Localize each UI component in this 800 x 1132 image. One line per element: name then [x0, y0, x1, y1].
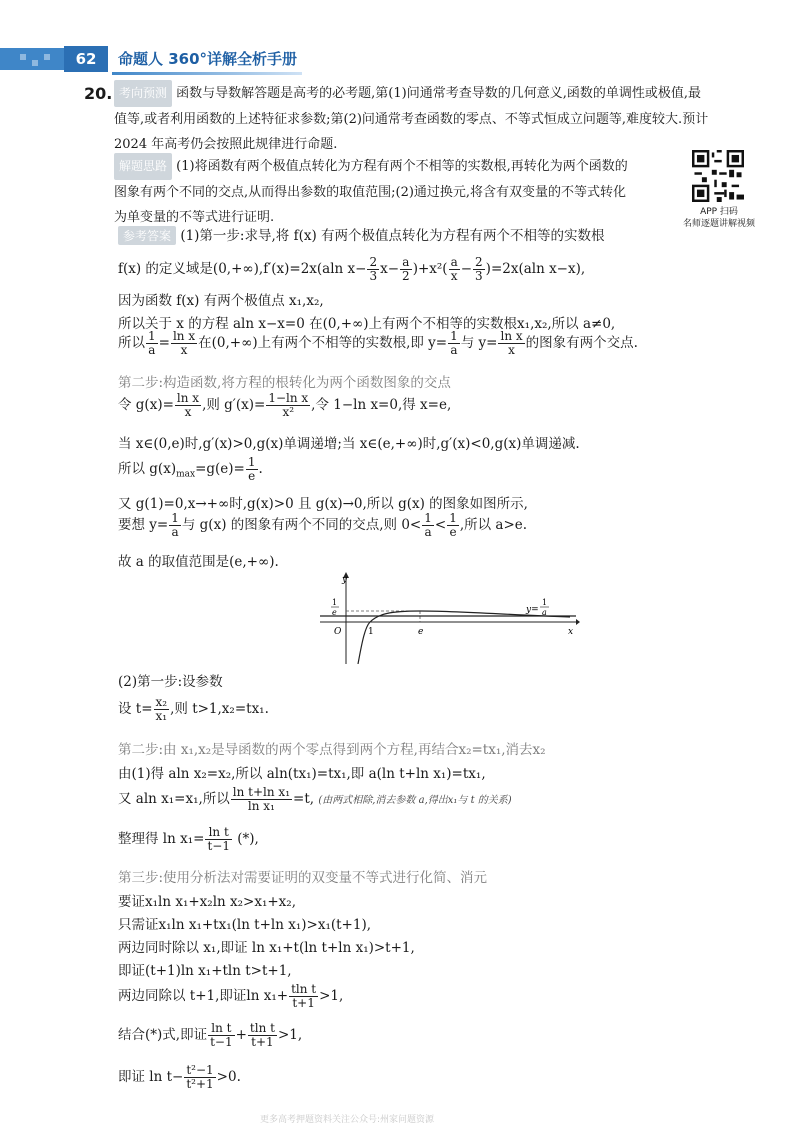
text: ,则 t>1,x₂=tx₁. [170, 701, 269, 717]
book-title: 命题人 360°详解全析手册 [118, 50, 298, 68]
x-axis-arrow [576, 619, 580, 625]
denominator: t−1 [207, 839, 230, 853]
function-graph [320, 572, 580, 664]
p2-step3: 第三步:使用分析法对需要证明的双变量不等式进行化简、消元 [118, 870, 488, 886]
p2-line14 [118, 1064, 241, 1091]
denominator: x [508, 343, 515, 357]
denominator: x₁ [155, 709, 168, 723]
numerator: 1 [171, 511, 179, 525]
answer-step1 [118, 224, 605, 245]
fraction [289, 983, 318, 1010]
page-number: 62 [64, 46, 108, 72]
handwritten-note: (由两式相除,消去参数 a,得出x₁与 t 的关系) [318, 795, 512, 806]
header-decoration [44, 54, 50, 60]
idea-line-1: (1)将函数有两个极值点转化为方程有两个不相等的实数根,再转化为两个函数的 [176, 159, 628, 174]
denominator: 3 [475, 269, 483, 283]
text: )+x²( [412, 261, 448, 277]
p2-step2: 第二步:由 x₁,x₂是导函数的两个零点得到两个方程,再结合x₂=tx₁,消去x₂ [118, 742, 546, 758]
numerator: tln t [249, 1021, 275, 1035]
subscript: max [176, 469, 196, 480]
text: . [258, 461, 263, 477]
denominator: a [171, 525, 179, 539]
tag-idea: 解题思路 [114, 153, 172, 180]
p2-line9: 只需证x₁ln x₁+tx₁(ln t+ln x₁)>x₁(t+1), [118, 917, 372, 933]
text: − [460, 261, 473, 277]
fraction [246, 456, 258, 483]
derivative-line [118, 256, 585, 283]
tag-forecast: 考向预测 [114, 80, 172, 107]
text: 在(0,+∞)上有两个不相等的实数根,即 y= [198, 335, 448, 351]
x-axis-label: x [568, 627, 574, 637]
idea-block [114, 153, 628, 230]
text: =t, [293, 791, 315, 807]
denominator: a [148, 343, 156, 357]
p1-line5 [118, 330, 638, 357]
text: )=2x(aln x−x), [485, 261, 586, 277]
p2-line13 [118, 1022, 302, 1049]
y-tick-numerator: 1 [332, 598, 338, 607]
tick-e: e [418, 627, 424, 637]
denominator: 2 [402, 269, 410, 283]
fraction [184, 1064, 215, 1091]
idea-line-2: 图象有两个不同的交点,从而得出参数的取值范围;(2)通过换元,将含有双变量的不等式转化 [114, 185, 627, 200]
text: < [434, 517, 447, 533]
forecast-line-3: 2024 年高考仍会按照此规律进行命题. [114, 137, 338, 152]
numerator: 2 [369, 255, 378, 269]
qr-caption [676, 206, 762, 230]
numerator: ln t+ln x₁ [232, 785, 291, 799]
text: = [158, 335, 170, 351]
fraction [422, 512, 434, 539]
text: 所以 [118, 335, 145, 351]
fraction [400, 256, 412, 283]
fraction [169, 512, 181, 539]
text: + [235, 1027, 247, 1043]
fraction [367, 256, 379, 283]
numerator: 1 [424, 511, 432, 525]
numerator: ln x [176, 391, 200, 405]
denominator: e [449, 525, 457, 539]
numerator: 1 [450, 329, 458, 343]
tick-1: 1 [368, 627, 374, 637]
p2-line8: 要证x₁ln x₁+x₂ln x₂>x₁+x₂, [118, 894, 296, 910]
numerator: a [450, 255, 458, 269]
text: 结合(*)式,即证 [118, 1027, 208, 1043]
forecast-line-2: 值等,或者利用函数的上述特征求参数;第(2)问通常考查函数的零点、不等式恒成立问题等,难度较大.预计 [114, 112, 709, 127]
text: 的图象有两个交点. [525, 335, 638, 351]
question-number: 20. [84, 84, 113, 103]
text: 与 g(x) 的图象有两个不同的交点,则 0< [181, 517, 422, 533]
fraction [498, 330, 524, 357]
fraction [447, 512, 459, 539]
line-label-numerator: 1 [542, 598, 548, 607]
p2-line12 [118, 983, 343, 1010]
denominator: t+1 [292, 996, 315, 1010]
text: ,则 g′(x)= [202, 397, 266, 413]
text: 即证 ln t− [118, 1069, 184, 1085]
p1-line9 [118, 456, 263, 483]
fraction [208, 1022, 235, 1049]
text: ,所以 a>e. [459, 517, 528, 533]
origin-label: O [334, 627, 342, 637]
p2-line5 [118, 786, 512, 813]
denominator: x² [282, 405, 295, 419]
text: 所以 g(x) [118, 461, 177, 477]
denominator: a [450, 343, 458, 357]
numerator: ln t [205, 826, 232, 840]
header-decoration [32, 60, 38, 66]
denominator: t²+1 [186, 1077, 214, 1091]
p2-line2 [118, 696, 269, 723]
curve-g [358, 611, 570, 664]
p1-line3: 因为函数 f(x) 有两个极值点 x₁,x₂, [118, 293, 324, 309]
fraction [266, 392, 310, 419]
footer-watermark: 更多高考押题资料关注公众号:州家问题资源 [260, 1115, 435, 1125]
p2-line4: 由(1)得 aln x₂=x₂,所以 aln(tx₁)=tx₁,即 a(ln t+ln x₁)=tx₁, [118, 766, 486, 782]
line-label-denominator: a [542, 608, 547, 617]
text: 又 aln x₁=x₁,所以 [118, 791, 230, 807]
qr-caption-line-1: APP 扫码 [700, 207, 738, 217]
fraction [146, 330, 158, 357]
numerator: 1−ln x [268, 391, 309, 405]
tag-answer: 参考答案 [118, 226, 176, 245]
numerator: x₂ [155, 695, 168, 709]
y-axis-label: y [342, 575, 348, 585]
numerator: tln t [291, 982, 317, 996]
forecast-line-1: 函数与导数解答题是高考的必考题,第(1)问通常考查导数的几何意义,函数的单调性或极值,最 [176, 86, 701, 101]
text: 要想 y= [118, 517, 169, 533]
fraction [175, 392, 201, 419]
p2-line10: 两边同时除以 x₁,即证 ln x₁+t(ln t+ln x₁)>t+1, [118, 940, 415, 956]
fraction [473, 256, 485, 283]
p1-step2: 第二步:构造函数,将方程的根转化为两个函数图象的交点 [118, 375, 451, 391]
fraction [248, 1022, 277, 1049]
line-label-prefix: y= [526, 605, 539, 615]
text: (*), [232, 831, 259, 847]
text: 整理得 ln x₁= [118, 831, 205, 847]
denominator: t−1 [210, 1035, 233, 1049]
fraction [154, 696, 170, 723]
numerator: 2 [475, 255, 483, 269]
text: >1, [319, 988, 344, 1004]
denominator: x [450, 269, 458, 283]
p1-line10: 又 g(1)=0,x→+∞时,g(x)>0 且 g(x)→0,所以 g(x) 的图象如图所示, [118, 496, 528, 512]
numerator: ln t [208, 1022, 235, 1036]
text: f(x) 的定义域是(0,+∞),f′(x)=2x(aln x− [118, 261, 367, 277]
p2-line11: 即证(t+1)ln x₁+tln t>t+1, [118, 963, 292, 979]
qr-code-icon[interactable] [692, 150, 744, 202]
header-decoration [20, 54, 26, 60]
numerator: ln x [172, 329, 196, 343]
p1-line7 [118, 392, 451, 419]
fraction [205, 826, 232, 853]
text: x− [380, 261, 400, 277]
numerator: ln x [500, 329, 523, 343]
header-underline [112, 72, 302, 75]
numerator: t²−1 [186, 1063, 214, 1077]
text: 两边同除以 t+1,即证ln x₁+ [118, 988, 289, 1004]
step1-text: (1)第一步:求导,将 f(x) 有两个极值点转化为方程有两个不相等的实数根 [180, 228, 605, 244]
denominator: t+1 [251, 1035, 274, 1049]
forecast-block [114, 80, 708, 157]
denominator: e [248, 469, 256, 483]
text: 与 y= [460, 335, 498, 351]
p1-line8: 当 x∈(0,e)时,g′(x)>0,g(x)单调递增;当 x∈(e,+∞)时,g′(x)<0,g(x)单调递减. [118, 436, 580, 452]
text: >1, [277, 1027, 303, 1043]
fraction [448, 330, 460, 357]
text: ,令 1−ln x=0,得 x=e, [311, 397, 452, 413]
denominator: x [180, 343, 188, 357]
idea-line-3: 为单变量的不等式进行证明. [114, 210, 275, 225]
text: 设 t= [118, 701, 153, 717]
text: >0. [216, 1069, 241, 1085]
denominator: 3 [369, 269, 378, 283]
p1-line12: 故 a 的取值范围是(e,+∞). [118, 554, 279, 570]
fraction [171, 330, 197, 357]
p2-line6 [118, 826, 259, 853]
denominator: x [184, 405, 192, 419]
fraction [231, 786, 292, 813]
numerator: 1 [148, 329, 156, 343]
p1-line4: 所以关于 x 的方程 aln x−x=0 在(0,+∞)上有两个不相等的实数根x₁,x₂,所以 a≠0, [118, 316, 616, 332]
y-tick-denominator: e [332, 608, 337, 617]
denominator: a [424, 525, 432, 539]
numerator: 1 [247, 455, 256, 469]
text: 令 g(x)= [118, 397, 174, 413]
numerator: a [400, 256, 412, 270]
numerator: 1 [449, 511, 457, 525]
fraction [449, 256, 460, 283]
qr-caption-line-2: 名师逐题讲解视频 [682, 219, 755, 229]
p1-line11 [118, 512, 527, 539]
denominator: ln x₁ [247, 799, 275, 813]
text: =g(e)= [195, 461, 245, 477]
p2-step1: (2)第一步:设参数 [118, 674, 223, 690]
